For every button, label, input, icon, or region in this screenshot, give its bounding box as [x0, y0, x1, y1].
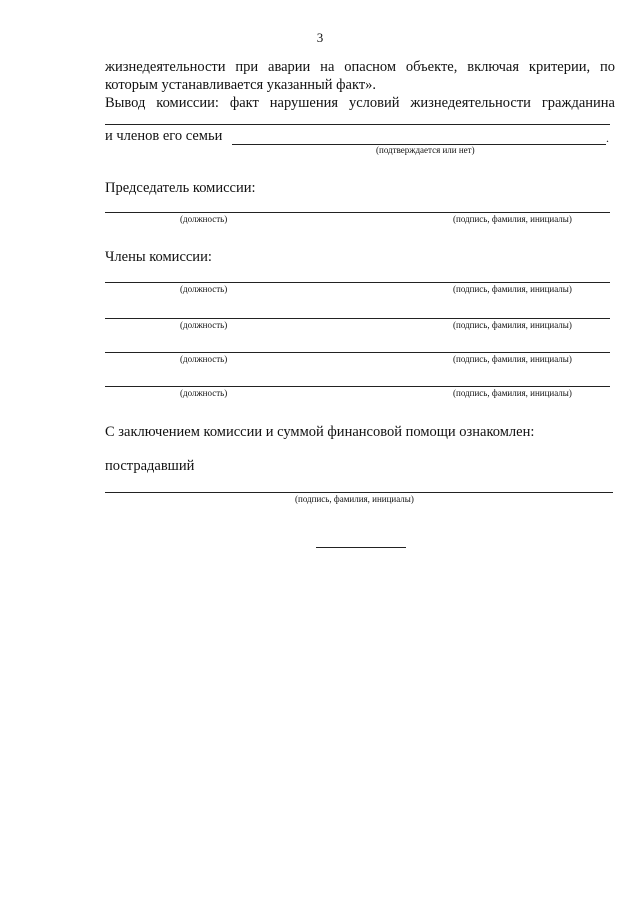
acknowledgement-text: С заключением комиссии и суммой финансовой помощи ознакомлен: — [105, 424, 535, 440]
member-signature-caption-4: (подпись, фамилия, инициалы) — [453, 388, 572, 398]
chairman-signature-caption: (подпись, фамилия, инициалы) — [453, 214, 572, 224]
member-signature-caption-2: (подпись, фамилия, инициалы) — [453, 320, 572, 330]
member-position-caption-3: (должность) — [180, 354, 228, 364]
member-position-caption-2: (должность) — [180, 320, 228, 330]
member-position-caption-4: (должность) — [180, 388, 228, 398]
victim-signature-caption: (подпись, фамилия, инициалы) — [295, 494, 414, 504]
family-end-mark: . — [606, 131, 609, 145]
victim-signature-line — [105, 492, 613, 493]
member-signature-line-4 — [105, 386, 610, 387]
member-signature-line-2 — [105, 318, 610, 319]
member-signature-caption-1: (подпись, фамилия, инициалы) — [453, 284, 572, 294]
member-signature-caption-3: (подпись, фамилия, инициалы) — [453, 354, 572, 364]
victim-label: пострадавший — [105, 458, 195, 474]
member-signature-line-1 — [105, 282, 610, 283]
members-heading: Члены комиссии: — [105, 249, 212, 265]
citizen-blank-line — [105, 124, 610, 125]
intro-line-2: которым устанавливается указанный факт». — [105, 77, 377, 93]
intro-line-1: жизнедеятельности при аварии на опасном объекте, включая критерии, по — [105, 59, 615, 75]
chairman-heading: Председатель комиссии: — [105, 180, 256, 196]
chairman-position-caption: (должность) — [180, 214, 228, 224]
end-of-document-rule — [316, 547, 406, 548]
family-label: и членов его семьи — [105, 128, 223, 144]
page-number: 3 — [316, 30, 324, 45]
member-position-caption-1: (должность) — [180, 284, 228, 294]
family-caption: (подтверждается или нет) — [376, 145, 475, 155]
intro-line-3: Вывод комиссии: факт нарушения условий жизнедеятельности гражданина — [105, 95, 615, 111]
member-signature-line-3 — [105, 352, 610, 353]
chairman-signature-line — [105, 212, 610, 213]
